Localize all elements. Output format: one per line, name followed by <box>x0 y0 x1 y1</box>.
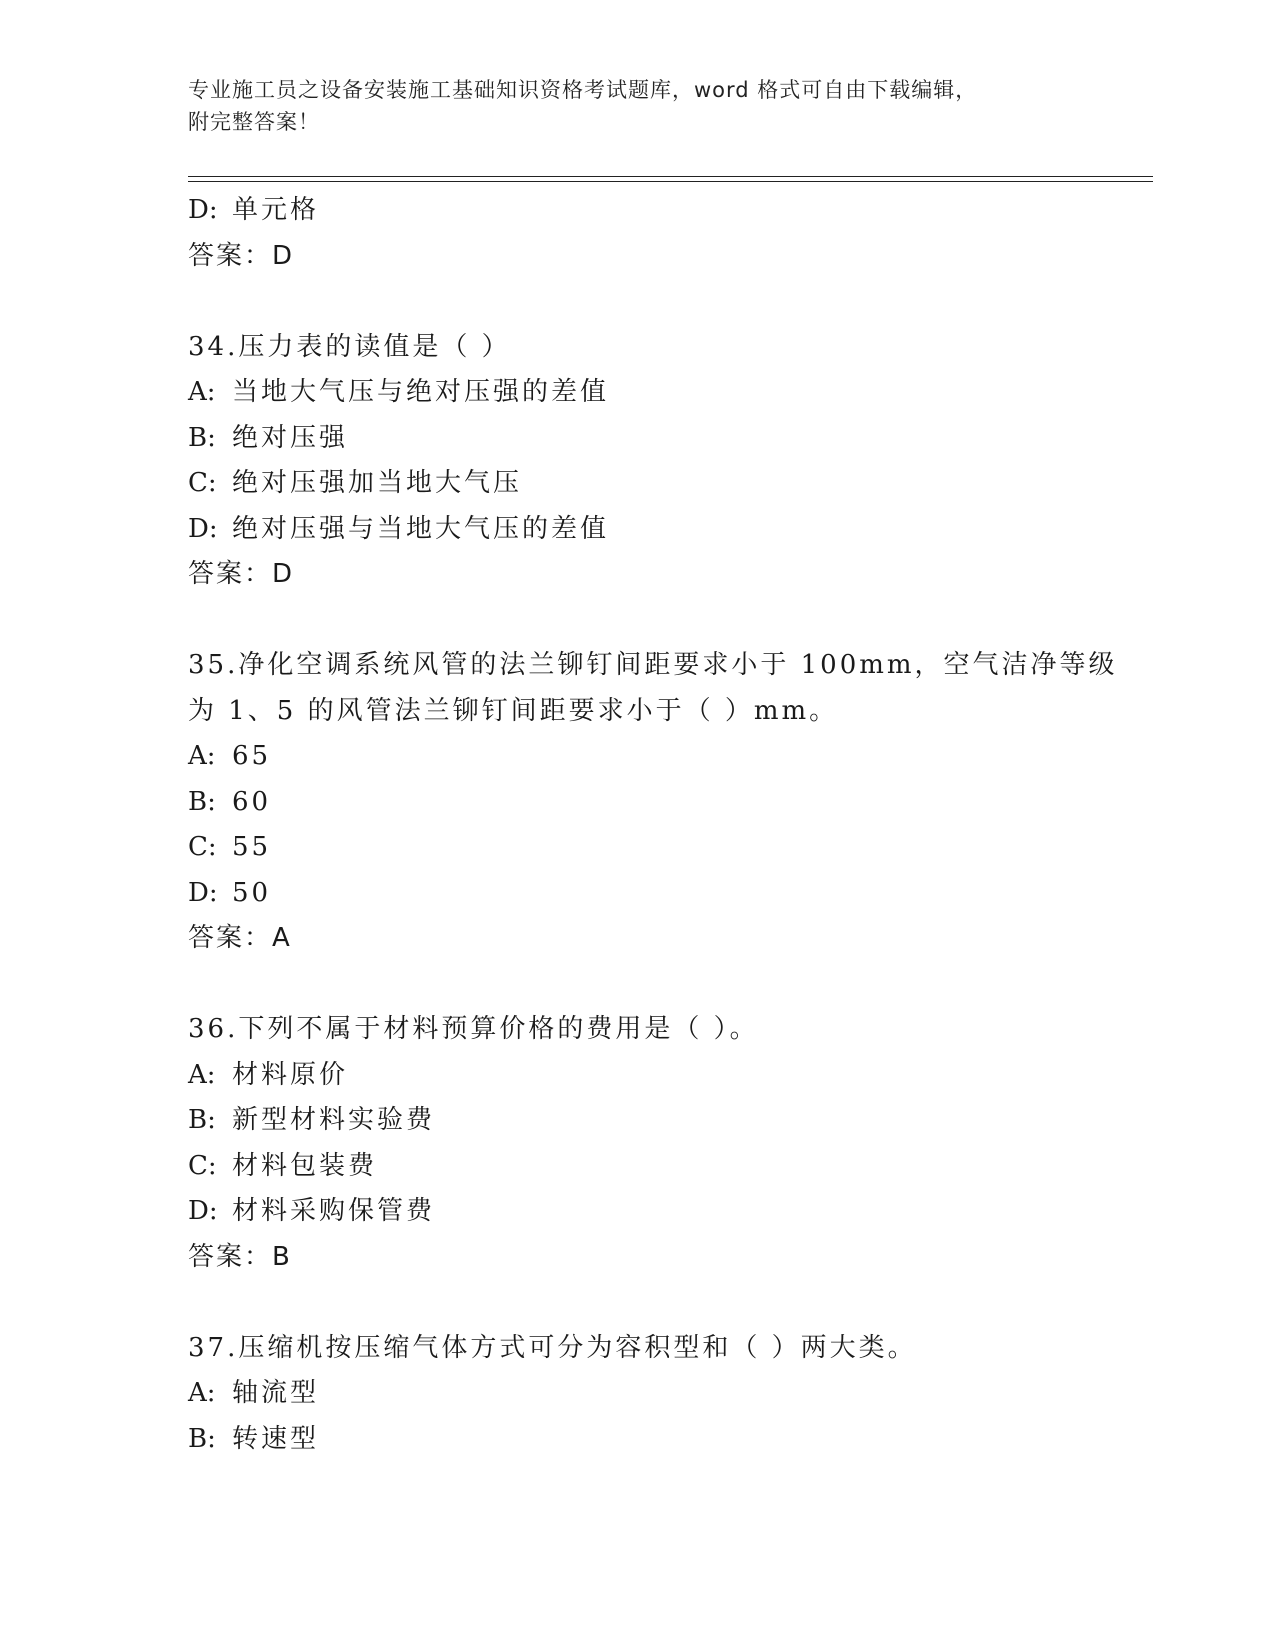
option-text: 60 <box>232 786 272 817</box>
question-35-option-b <box>188 780 1088 826</box>
question-35-stem-line-1: 35.净化空调系统风管的法兰铆钉间距要求小于 100mm，空气洁净等级 <box>188 650 1118 680</box>
question-35-option-d <box>188 871 1088 917</box>
question-35-option-c <box>188 825 1088 871</box>
option-text: 65 <box>232 741 272 771</box>
option-letter: B: <box>188 1423 216 1454</box>
option-letter: D: <box>188 877 218 908</box>
option-text: 转速型 <box>232 1423 320 1454</box>
option-letter: D: <box>188 195 218 225</box>
prev-option-d <box>188 188 1088 234</box>
option-text: 材料原价 <box>232 1059 349 1090</box>
option-text: 轴流型 <box>232 1378 320 1408</box>
header-line-1: 专业施工员之设备安装施工基础知识资格考试题库，word 格式可自由下载编辑， <box>188 78 978 102</box>
option-text: 材料包装费 <box>232 1150 378 1181</box>
option-text: 新型材料实验费 <box>232 1105 436 1135</box>
option-letter: B: <box>188 1105 216 1135</box>
option-letter: B: <box>188 422 216 453</box>
question-34-option-d <box>188 507 1088 553</box>
option-text: 当地大气压与绝对压强的差值 <box>232 377 610 407</box>
spacer <box>188 279 1088 325</box>
prev-answer: 答案：D <box>188 240 295 271</box>
question-35-answer: 答案：A <box>188 923 292 953</box>
question-37-option-a <box>188 1371 1088 1417</box>
header-line-2: 附完整答案！ <box>188 110 320 134</box>
question-34-option-c <box>188 461 1088 507</box>
option-letter: B: <box>188 786 216 817</box>
option-letter: A: <box>188 1378 216 1408</box>
header-rule-bottom <box>188 181 1153 182</box>
spacer <box>188 1280 1088 1326</box>
question-36-option-c <box>188 1144 1088 1190</box>
option-letter: D: <box>188 1196 218 1226</box>
question-34-stem: 34.压力表的读值是（ ） <box>188 331 511 362</box>
option-text: 55 <box>232 832 272 862</box>
question-37-stem: 37.压缩机按压缩气体方式可分为容积型和（ ）两大类。 <box>188 1332 917 1363</box>
page-header <box>188 74 1068 138</box>
option-text: 绝对压强加当地大气压 <box>232 468 523 498</box>
question-content <box>188 188 1118 1462</box>
question-36-answer: 答案：B <box>188 1241 292 1272</box>
option-text: 绝对压强与当地大气压的差值 <box>232 513 610 544</box>
spacer <box>188 962 1088 1008</box>
option-text: 材料采购保管费 <box>232 1196 436 1226</box>
option-letter: A: <box>188 1059 216 1090</box>
question-35-option-a <box>188 734 1088 780</box>
option-letter: C: <box>188 832 217 862</box>
option-letter: D: <box>188 513 218 544</box>
question-36-option-a <box>188 1053 1088 1099</box>
question-35-stem-line-2: 为 1、5 的风管法兰铆钉间距要求小于（ ）mm。 <box>188 695 839 726</box>
option-letter: C: <box>188 1150 217 1181</box>
question-36-option-d <box>188 1189 1088 1235</box>
option-text: 单元格 <box>232 195 320 225</box>
option-text: 50 <box>232 877 272 908</box>
question-36-stem: 36.下列不属于材料预算价格的费用是（ ）。 <box>188 1014 759 1044</box>
question-34-option-a <box>188 370 1088 416</box>
question-34-answer: 答案：D <box>188 559 295 589</box>
question-36-option-b <box>188 1098 1088 1144</box>
header-rule-top <box>188 176 1153 177</box>
question-34-option-b <box>188 416 1088 462</box>
question-37-option-b <box>188 1417 1088 1463</box>
option-letter: A: <box>188 741 216 771</box>
option-letter: A: <box>188 377 216 407</box>
option-letter: C: <box>188 468 217 498</box>
spacer <box>188 598 1088 644</box>
option-text: 绝对压强 <box>232 422 349 453</box>
